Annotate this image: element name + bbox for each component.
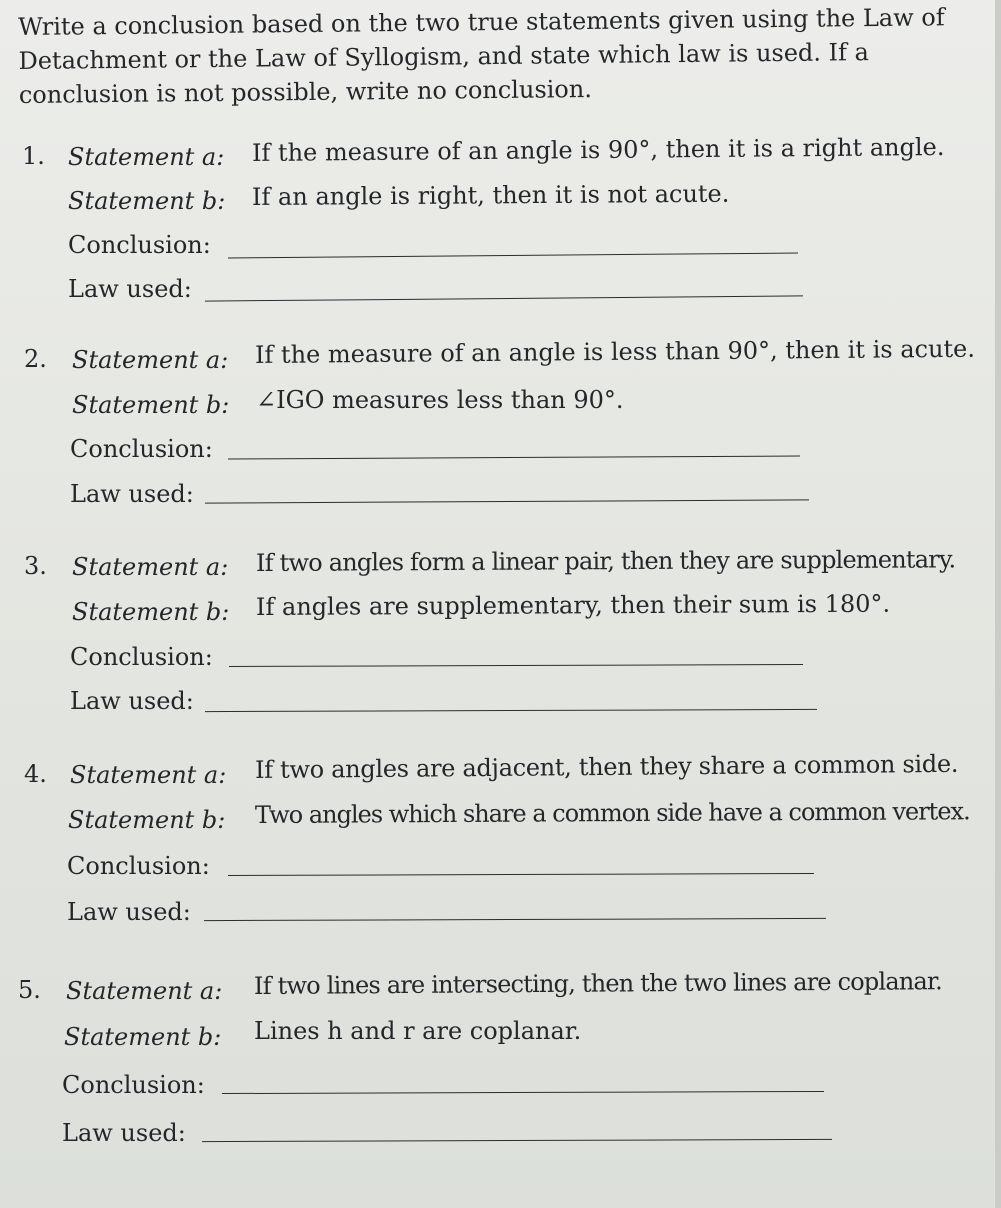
statement-b-text: ∠IGO measures less than 90°. — [256, 386, 624, 414]
conclusion-label: Conclusion: — [67, 852, 210, 880]
statement-a-label: Statement a: — [72, 346, 229, 374]
statement-b-content: Lines h and r are coplanar. — [254, 1017, 582, 1045]
page-edge — [995, 0, 1001, 1208]
problem-3 — [0, 540, 1001, 740]
conclusion-label: Conclusion: — [68, 231, 211, 259]
statement-a-text: If two angles are adjacent, then they share a common side. — [254, 749, 959, 784]
problem-4 — [0, 750, 1001, 950]
statement-a-label: Statement a: — [68, 143, 225, 171]
statement-a-label: Statement a: — [66, 977, 223, 1005]
conclusion-answer-line[interactable] — [229, 664, 803, 667]
statement-b-label: Statement b: — [68, 187, 226, 215]
statement-a-label: Statement a: — [70, 761, 227, 789]
statement-b-label: Statement b: — [68, 806, 226, 834]
law-used-label: Law used: — [62, 1119, 186, 1147]
problem-number: 4. — [24, 760, 47, 788]
statement-a-text: If two lines are intersecting, then the two lines are coplanar. — [253, 967, 942, 1000]
statement-b-text: Two angles which share a common side have a common vertex. — [254, 797, 970, 829]
problem-number: 3. — [24, 552, 47, 580]
conclusion-answer-line[interactable] — [228, 456, 800, 460]
law-used-answer-line[interactable] — [205, 295, 803, 301]
law-used-label: Law used: — [68, 275, 192, 303]
statement-b-text: If an angle is right, then it is not acute. — [251, 179, 730, 211]
statement-b-label: Statement b: — [64, 1023, 222, 1051]
law-used-answer-line[interactable] — [202, 1139, 832, 1142]
problem-2 — [0, 336, 1001, 536]
statement-a-label: Statement a: — [72, 553, 229, 581]
law-used-answer-line[interactable] — [205, 709, 817, 712]
problem-number: 5. — [18, 976, 41, 1004]
conclusion-answer-line[interactable] — [228, 253, 798, 259]
instructions-text: Write a conclusion based on the two true statements given using the Law of Detachment or the Law of Syllogism, and state which law is used. If a conclusion is not possible, write no conclusion. — [18, 3, 945, 109]
problem-5 — [0, 966, 1001, 1166]
conclusion-answer-line[interactable] — [228, 873, 814, 876]
statement-b-label: Statement b: — [72, 391, 230, 419]
conclusion-label: Conclusion: — [70, 435, 213, 463]
law-used-answer-line[interactable] — [205, 499, 809, 503]
law-used-label: Law used: — [70, 480, 194, 508]
conclusion-label: Conclusion: — [70, 643, 213, 671]
conclusion-label: Conclusion: — [62, 1071, 205, 1099]
law-used-answer-line[interactable] — [204, 918, 826, 921]
statement-a-text: If the measure of an angle is less than 90°, then it is acute. — [254, 334, 976, 369]
statement-a-text: If two angles form a linear pair, then they are supplementary. — [255, 545, 956, 577]
problem-1 — [0, 130, 1001, 330]
statement-b-text — [254, 1016, 581, 1046]
statement-b-label: Statement b: — [72, 598, 230, 626]
law-used-label: Law used: — [70, 687, 194, 715]
statement-b-text: If angles are supplementary, then their sum is 180°. — [255, 589, 891, 621]
problem-number: 2. — [24, 345, 47, 373]
problem-number: 1. — [22, 142, 45, 170]
statement-a-text: If the measure of an angle is 90°, then it is a right angle. — [251, 132, 945, 167]
conclusion-answer-line[interactable] — [222, 1091, 824, 1094]
law-used-label: Law used: — [67, 898, 191, 926]
